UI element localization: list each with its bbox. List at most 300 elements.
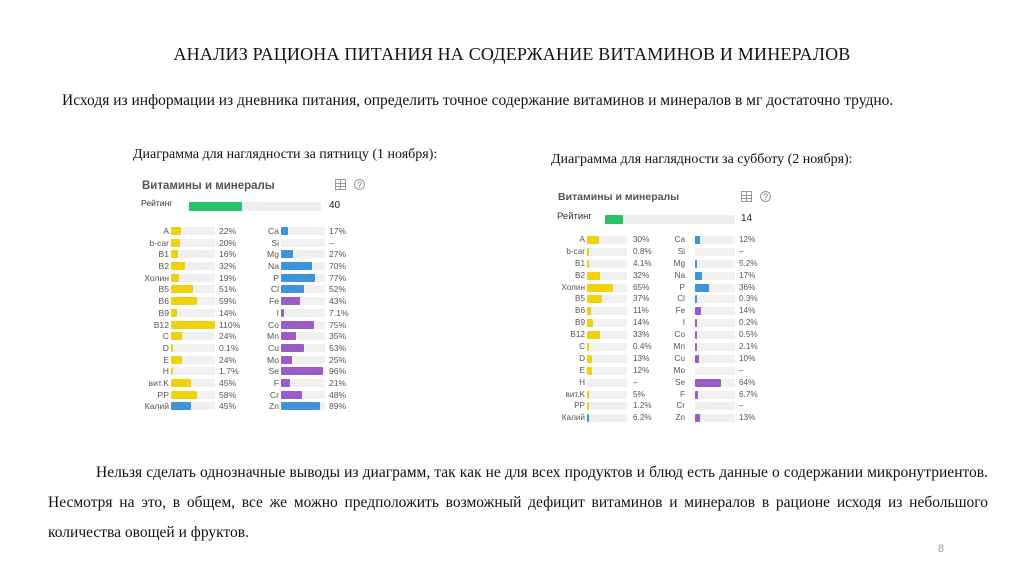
nutrient-bar: [281, 367, 323, 375]
nutrient-row: [553, 412, 773, 424]
caption-saturday: Диаграмма для наглядности за субботу (2 ноября):: [551, 152, 853, 167]
nutrient-bar-track: [281, 262, 325, 270]
panel-title: Витамины и минералы: [142, 180, 275, 192]
vitamins-panel-friday: [137, 173, 373, 428]
nutrient-bar-track: [587, 307, 627, 315]
nutrient-bar-track: [695, 331, 735, 339]
nutrient-bar-track: [281, 297, 325, 305]
nutrient-row: [137, 272, 373, 284]
slide-title: АНАЛИЗ РАЦИОНА ПИТАНИЯ НА СОДЕРЖАНИЕ ВИТАМИНОВ И МИНЕРАЛОВ: [173, 44, 851, 64]
panel-title: Витамины и минералы: [558, 191, 680, 203]
nutrient-percent: 24%: [219, 354, 237, 365]
nutrient-row: [137, 365, 373, 377]
nutrient-percent: 36%: [739, 282, 756, 292]
nutrient-label: B9: [158, 307, 169, 318]
nutrient-label: Fe: [268, 296, 279, 307]
nutrient-percent: 13%: [633, 353, 650, 363]
nutrient-rows: [553, 234, 773, 424]
nutrient-percent: 2.1%: [739, 342, 758, 352]
nutrient-bar: [695, 319, 697, 327]
nutrient-percent: 14%: [219, 307, 237, 318]
nutrient-percent: 6.2%: [633, 413, 652, 423]
nutrient-bar-track: [695, 272, 735, 280]
nutrient-percent: 5%: [633, 389, 645, 399]
nutrient-row: [137, 330, 373, 342]
nutrient-bar: [695, 414, 700, 422]
nutrient-label: B1: [574, 258, 585, 268]
nutrient-bar-track: [695, 391, 735, 399]
nutrient-bar: [587, 236, 599, 244]
nutrient-label: B6: [158, 296, 169, 307]
nutrient-bar: [695, 295, 697, 303]
nutrient-bar: [587, 343, 589, 351]
nutrient-row: [137, 237, 373, 249]
nutrient-bar-track: [171, 309, 215, 317]
nutrient-percent: 21%: [329, 377, 347, 388]
nutrient-bar: [171, 367, 173, 375]
nutrient-bar-track: [171, 285, 215, 293]
nutrient-bar-track: [281, 379, 325, 387]
nutrient-bar-track: [281, 239, 325, 247]
nutrient-label: B1: [158, 249, 169, 260]
nutrient-row: [553, 234, 773, 246]
nutrient-bar: [695, 343, 697, 351]
nutrient-label: Mg: [267, 249, 279, 260]
nutrient-bar-track: [695, 307, 735, 315]
nutrient-bar: [587, 402, 589, 410]
nutrient-bar-track: [587, 284, 627, 292]
nutrient-bar: [695, 355, 699, 363]
nutrient-percent: 33%: [633, 330, 650, 340]
conclusion-paragraph: [48, 458, 988, 548]
nutrient-percent: 4.1%: [633, 258, 652, 268]
nutrient-bar: [695, 284, 709, 292]
nutrient-bar-track: [587, 414, 627, 422]
nutrient-bar-track: [171, 239, 215, 247]
nutrient-bar: [171, 344, 173, 352]
nutrient-bar-track: [695, 284, 735, 292]
nutrient-percent: 51%: [219, 284, 237, 295]
nutrient-label: E: [579, 365, 585, 375]
nutrient-row: [553, 258, 773, 270]
help-icon[interactable]: ?: [760, 191, 771, 202]
nutrient-percent: 1.2%: [633, 401, 652, 411]
nutrient-row: [553, 246, 773, 258]
nutrient-row: [553, 282, 773, 294]
nutrient-percent: 110%: [219, 319, 241, 330]
nutrient-row: [553, 341, 773, 353]
nutrient-row: [137, 260, 373, 272]
nutrient-label: Cr: [269, 389, 279, 400]
nutrient-label: Калий: [144, 401, 169, 412]
nutrient-row: [553, 389, 773, 401]
nutrient-bar-track: [281, 285, 325, 293]
table-icon[interactable]: [741, 191, 752, 202]
nutrient-bar-track: [587, 402, 627, 410]
panel-header: [553, 186, 773, 210]
nutrient-label: b-car: [149, 237, 169, 248]
vitamins-panel-saturday: [553, 186, 773, 428]
nutrient-label: P: [273, 272, 279, 283]
nutrient-bar: [281, 274, 315, 282]
nutrient-bar-track: [587, 367, 627, 375]
nutrient-bar: [587, 331, 600, 339]
nutrient-percent: 48%: [329, 389, 347, 400]
nutrient-label: H: [579, 377, 585, 387]
nutrient-bar: [587, 248, 589, 256]
nutrient-bar: [171, 285, 193, 293]
nutrient-percent: 27%: [329, 249, 347, 260]
nutrient-bar-track: [281, 402, 325, 410]
nutrient-bar-track: [281, 274, 325, 282]
nutrient-bar-track: [587, 236, 627, 244]
nutrient-percent: 58%: [219, 389, 237, 400]
nutrient-percent: 52%: [329, 284, 347, 295]
nutrient-label: F: [679, 389, 685, 399]
nutrient-bar-track: [281, 321, 325, 329]
nutrient-bar-track: [587, 260, 627, 268]
nutrient-percent: 24%: [219, 331, 237, 342]
nutrient-percent: –: [633, 377, 638, 387]
rating-bar: [189, 202, 242, 211]
nutrient-bar: [281, 285, 304, 293]
nutrient-label: Cr: [676, 401, 685, 411]
nutrient-row: [553, 329, 773, 341]
nutrient-bar: [587, 355, 592, 363]
nutrient-row: [137, 389, 373, 401]
nutrient-percent: 96%: [329, 366, 347, 377]
help-icon[interactable]: ?: [354, 179, 365, 190]
nutrient-percent: 17%: [739, 270, 756, 280]
nutrient-percent: 1.7%: [219, 366, 239, 377]
nutrient-bar-track: [171, 274, 215, 282]
nutrient-row: [137, 377, 373, 389]
nutrient-bar: [695, 391, 698, 399]
nutrient-bar-track: [171, 344, 215, 352]
nutrient-bar-track: [695, 355, 735, 363]
nutrient-row: [137, 225, 373, 237]
nutrient-bar: [171, 391, 197, 399]
nutrient-percent: 11%: [633, 306, 649, 316]
nutrient-bar-track: [281, 332, 325, 340]
nutrient-bar: [281, 391, 302, 399]
nutrient-label: вит.K: [148, 377, 169, 388]
nutrient-percent: 12%: [739, 235, 756, 244]
nutrient-bar: [281, 344, 304, 352]
rating-track: [189, 202, 321, 211]
nutrient-bar-track: [587, 379, 627, 387]
nutrient-row: [553, 317, 773, 329]
nutrient-percent: 16%: [219, 249, 237, 260]
nutrient-bar-track: [695, 319, 735, 327]
nutrient-bar: [171, 274, 179, 282]
nutrient-percent: –: [329, 237, 334, 248]
nutrient-bar-track: [281, 309, 325, 317]
nutrient-row: [553, 270, 773, 282]
nutrient-bar-track: [171, 367, 215, 375]
nutrient-bar-track: [695, 402, 735, 410]
nutrient-label: H: [162, 366, 169, 377]
nutrient-row: [137, 354, 373, 366]
nutrient-label: Mo: [267, 354, 279, 365]
nutrient-percent: 14%: [633, 318, 650, 328]
nutrient-bar-track: [587, 248, 627, 256]
rating-label: Рейтинг: [141, 198, 173, 208]
nutrient-bar: [171, 297, 197, 305]
nutrient-bar: [171, 379, 191, 387]
nutrient-row: [553, 377, 773, 389]
nutrient-label: Zn: [268, 401, 279, 412]
nutrient-percent: 45%: [219, 401, 237, 412]
nutrient-percent: 0.4%: [633, 342, 652, 352]
nutrient-label: Se: [268, 366, 279, 377]
nutrient-bar: [171, 332, 182, 340]
nutrient-row: [137, 400, 373, 412]
nutrient-bar: [171, 250, 178, 258]
nutrient-label: Se: [674, 377, 685, 387]
nutrient-bar-track: [281, 356, 325, 364]
nutrient-bar-track: [695, 343, 735, 351]
nutrient-label: B5: [158, 284, 169, 295]
nutrient-row: [137, 283, 373, 295]
nutrient-percent: –: [739, 401, 744, 411]
nutrient-percent: 77%: [329, 272, 347, 283]
nutrient-label: Cu: [674, 353, 685, 363]
nutrient-percent: 53%: [329, 342, 347, 353]
nutrient-bar: [587, 295, 602, 303]
nutrient-label: Co: [268, 319, 279, 330]
nutrient-bar-track: [171, 402, 215, 410]
nutrient-bar: [281, 227, 288, 235]
intro-text: Исходя из информации из дневника питания, определить точное содержание витаминов и минералов в мг достаточно трудно.: [62, 92, 894, 109]
nutrient-percent: 0.3%: [739, 294, 758, 304]
nutrient-label: Cl: [270, 284, 279, 295]
nutrient-bar-track: [695, 379, 735, 387]
nutrient-percent: 22%: [219, 226, 237, 236]
nutrient-label: Fe: [675, 306, 685, 316]
nutrient-bar: [171, 239, 180, 247]
nutrient-percent: 70%: [329, 261, 347, 272]
nutrient-label: Cu: [268, 342, 279, 353]
nutrient-percent: 25%: [329, 354, 347, 365]
table-icon[interactable]: [335, 179, 346, 190]
nutrient-percent: 30%: [633, 235, 650, 244]
nutrient-percent: 89%: [329, 401, 347, 412]
nutrient-label: F: [273, 377, 279, 388]
nutrient-label: Cl: [677, 294, 685, 304]
nutrient-bar-track: [587, 319, 627, 327]
nutrient-percent: 17%: [329, 226, 347, 236]
nutrient-rows: [137, 225, 373, 412]
nutrient-bar: [587, 307, 591, 315]
rating-track: [605, 215, 735, 224]
nutrient-percent: 7.1%: [329, 307, 349, 318]
nutrient-label: Холин: [561, 282, 585, 292]
nutrient-label: Калий: [561, 413, 585, 423]
nutrient-percent: –: [739, 246, 744, 256]
nutrient-bar-track: [587, 272, 627, 280]
nutrient-percent: 10%: [739, 353, 756, 363]
nutrient-label: B6: [574, 306, 585, 316]
nutrient-label: PP: [574, 401, 585, 411]
nutrient-bar: [171, 227, 181, 235]
nutrient-bar-track: [695, 414, 735, 422]
nutrient-bar: [281, 309, 284, 317]
nutrient-bar: [695, 307, 701, 315]
nutrient-label: Ca: [674, 235, 685, 244]
nutrient-label: C: [579, 342, 585, 352]
nutrient-bar: [587, 260, 589, 268]
nutrient-label: Si: [677, 246, 685, 256]
nutrient-bar-track: [695, 248, 735, 256]
nutrient-percent: 45%: [219, 377, 237, 388]
nutrient-bar-track: [171, 227, 215, 235]
nutrient-label: PP: [157, 389, 169, 400]
nutrient-label: Холин: [144, 272, 169, 283]
nutrient-label: Si: [271, 237, 279, 248]
nutrient-label: Mn: [267, 331, 279, 342]
nutrient-label: D: [579, 353, 585, 363]
nutrient-bar-track: [171, 262, 215, 270]
nutrient-percent: 32%: [219, 261, 237, 272]
nutrient-bar: [695, 331, 697, 339]
nutrient-percent: 20%: [219, 237, 237, 248]
nutrient-bar: [281, 402, 320, 410]
nutrient-bar: [281, 297, 300, 305]
nutrient-bar: [695, 236, 700, 244]
nutrient-percent: 35%: [329, 331, 347, 342]
nutrient-bar: [695, 272, 702, 280]
nutrient-bar: [281, 356, 292, 364]
nutrient-percent: 43%: [329, 296, 347, 307]
nutrient-row: [137, 295, 373, 307]
nutrient-bar: [281, 379, 290, 387]
nutrient-row: [137, 342, 373, 354]
nutrient-row: [553, 353, 773, 365]
nutrient-bar: [171, 356, 182, 364]
nutrient-label: I: [276, 307, 279, 318]
nutrient-percent: 37%: [633, 294, 650, 304]
nutrient-percent: 0.1%: [219, 342, 239, 353]
nutrient-bar: [695, 260, 697, 268]
nutrient-percent: 0.5%: [739, 330, 758, 340]
nutrient-bar-track: [281, 250, 325, 258]
nutrient-label: D: [162, 342, 169, 353]
nutrient-label: Na: [268, 261, 279, 272]
conclusion-text: Нельзя сделать однозначные выводы из диаграмм, так как не для всех продуктов и блюд есть данные о содержании микронутриентов. Несмотря на это, в общем, все же можно предположить возможный дефицит витаминов и минералов в рационе исходя из небольшого количества овощей и фруктов.: [48, 464, 988, 541]
caption-friday: Диаграмма для наглядности за пятницу (1 ноября):: [133, 147, 438, 162]
nutrient-bar: [587, 367, 592, 375]
nutrient-label: B2: [574, 270, 585, 280]
nutrient-bar-track: [695, 236, 735, 244]
nutrient-bar-track: [171, 356, 215, 364]
nutrient-bar-track: [171, 391, 215, 399]
nutrient-label: Mn: [673, 342, 685, 352]
nutrient-label: Ca: [268, 226, 279, 236]
panel-header: [137, 173, 373, 197]
nutrient-bar: [281, 321, 314, 329]
nutrient-row: [553, 305, 773, 317]
nutrient-percent: 14%: [739, 306, 756, 316]
nutrient-percent: 75%: [329, 319, 347, 330]
nutrient-bar-track: [281, 344, 325, 352]
nutrient-bar: [171, 321, 215, 329]
nutrient-percent: 5.2%: [739, 258, 758, 268]
nutrient-label: B12: [570, 330, 585, 340]
nutrient-label: Zn: [675, 413, 685, 423]
nutrient-label: b-car: [566, 246, 585, 256]
nutrient-label: B9: [574, 318, 585, 328]
nutrient-bar-track: [281, 391, 325, 399]
rating-bar: [605, 215, 623, 224]
nutrient-bar: [587, 272, 600, 280]
nutrient-bar-track: [587, 343, 627, 351]
nutrient-bar: [281, 332, 296, 340]
nutrient-row: [553, 365, 773, 377]
nutrient-label: E: [163, 354, 169, 365]
nutrient-bar-track: [587, 331, 627, 339]
nutrient-bar-track: [171, 297, 215, 305]
nutrient-label: P: [679, 282, 685, 292]
rating-label: Рейтинг: [557, 211, 592, 222]
nutrient-percent: 13%: [739, 413, 756, 423]
nutrient-bar: [695, 379, 721, 387]
nutrient-label: A: [163, 226, 169, 236]
nutrient-label: B2: [158, 261, 169, 272]
nutrient-bar-track: [281, 227, 325, 235]
nutrient-row: [137, 319, 373, 331]
nutrient-bar: [587, 414, 589, 422]
nutrient-percent: 12%: [633, 365, 650, 375]
rating-value: 14: [741, 213, 753, 224]
nutrient-label: B5: [574, 294, 585, 304]
nutrient-bar: [587, 391, 589, 399]
nutrient-bar-track: [695, 295, 735, 303]
nutrient-percent: 32%: [633, 270, 650, 280]
nutrient-label: C: [162, 331, 169, 342]
nutrient-bar-track: [587, 295, 627, 303]
nutrient-bar-track: [695, 367, 735, 375]
nutrient-percent: 65%: [633, 282, 650, 292]
nutrient-bar: [281, 250, 293, 258]
nutrient-percent: 6.7%: [739, 389, 758, 399]
nutrient-percent: 19%: [219, 272, 237, 283]
nutrient-percent: 59%: [219, 296, 237, 307]
nutrient-row: [553, 293, 773, 305]
nutrient-bar-track: [695, 260, 735, 268]
nutrient-percent: 0.2%: [739, 318, 758, 328]
nutrient-bar-track: [587, 355, 627, 363]
nutrient-row: [137, 248, 373, 260]
nutrient-bar: [587, 319, 593, 327]
nutrient-bar-track: [587, 391, 627, 399]
nutrient-row: [137, 307, 373, 319]
nutrient-bar-track: [171, 379, 215, 387]
nutrient-percent: –: [739, 365, 744, 375]
nutrient-bar: [171, 309, 177, 317]
nutrient-percent: 0.8%: [633, 246, 652, 256]
rating-row: [137, 197, 373, 215]
page-number: 8: [937, 543, 944, 555]
rating-row: [553, 210, 773, 228]
nutrient-bar-track: [171, 250, 215, 258]
nutrient-bar-track: [171, 321, 215, 329]
nutrient-bar-track: [171, 332, 215, 340]
nutrient-label: Co: [674, 330, 685, 340]
nutrient-label: вит.K: [565, 389, 585, 399]
nutrient-label: A: [579, 235, 585, 244]
nutrient-label: Mg: [673, 258, 685, 268]
